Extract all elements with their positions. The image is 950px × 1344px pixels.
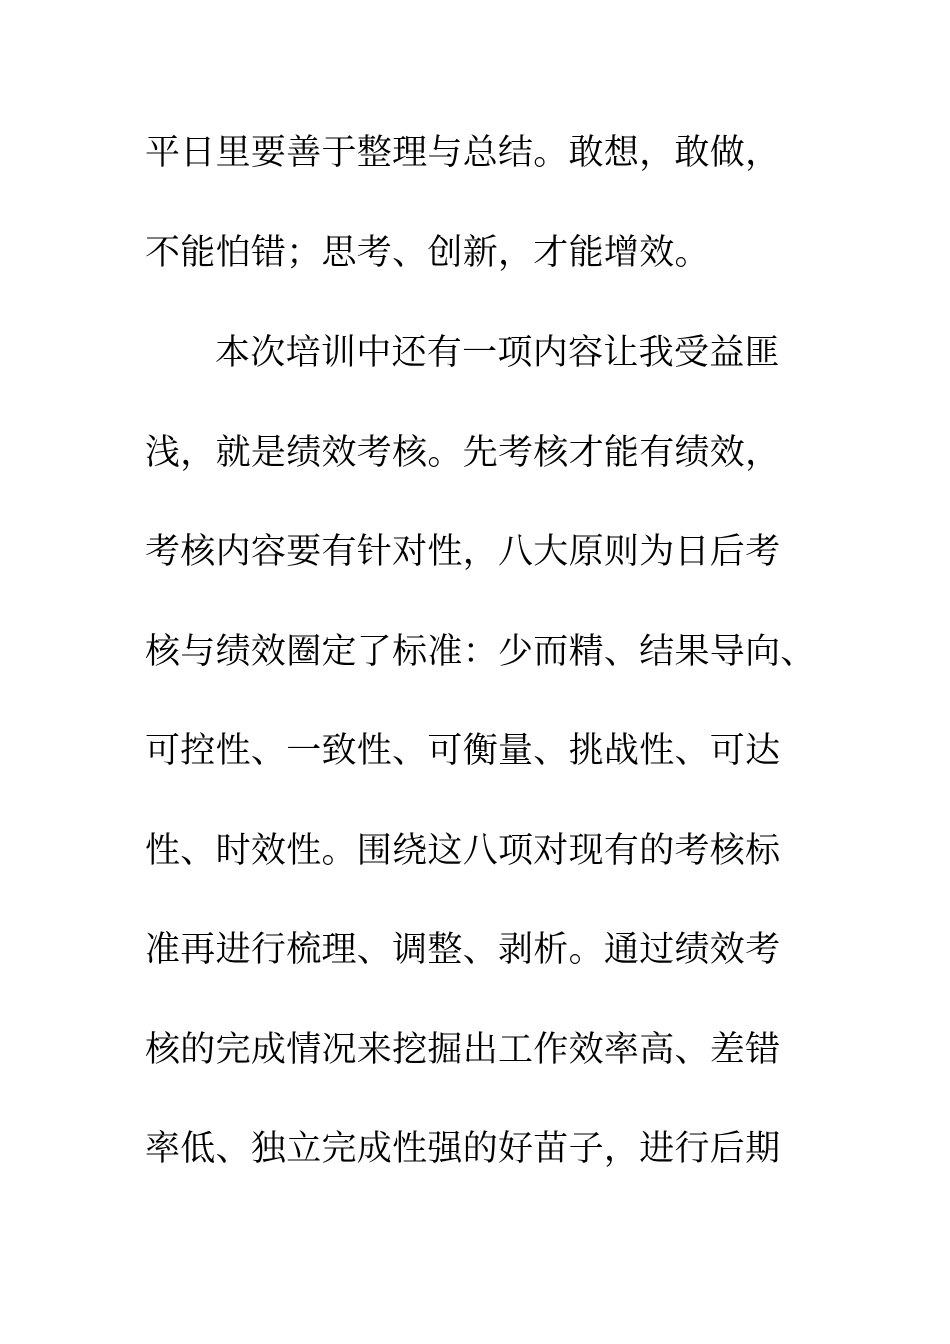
text-line-6: 核与绩效圈定了标准：少而精、结果导向、 bbox=[145, 632, 816, 672]
text-line-5: 考核内容要有针对性，八大原则为日后考 bbox=[145, 532, 781, 572]
text-line-7: 可控性、一致性、可衡量、挑战性、可达 bbox=[145, 731, 781, 771]
text-line-8: 性、时效性。围绕这八项对现有的考核标 bbox=[145, 831, 781, 871]
text-line-2: 不能怕错；思考、创新，才能增效。 bbox=[145, 233, 710, 273]
text-line-11: 率低、独立完成性强的好苗子，进行后期 bbox=[145, 1129, 781, 1169]
text-line-9: 准再进行梳理、调整、剥析。通过绩效考 bbox=[145, 930, 781, 970]
text-line-4: 浅，就是绩效考核。先考核才能有绩效， bbox=[145, 433, 781, 473]
paragraph-start-line: 本次培训中还有一项内容让我受益匪 bbox=[215, 333, 780, 373]
text-line-10: 核的完成情况来挖掘出工作效率高、差错 bbox=[145, 1030, 781, 1070]
text-line-1: 平日里要善于整理与总结。敢想，敢做， bbox=[145, 133, 781, 173]
